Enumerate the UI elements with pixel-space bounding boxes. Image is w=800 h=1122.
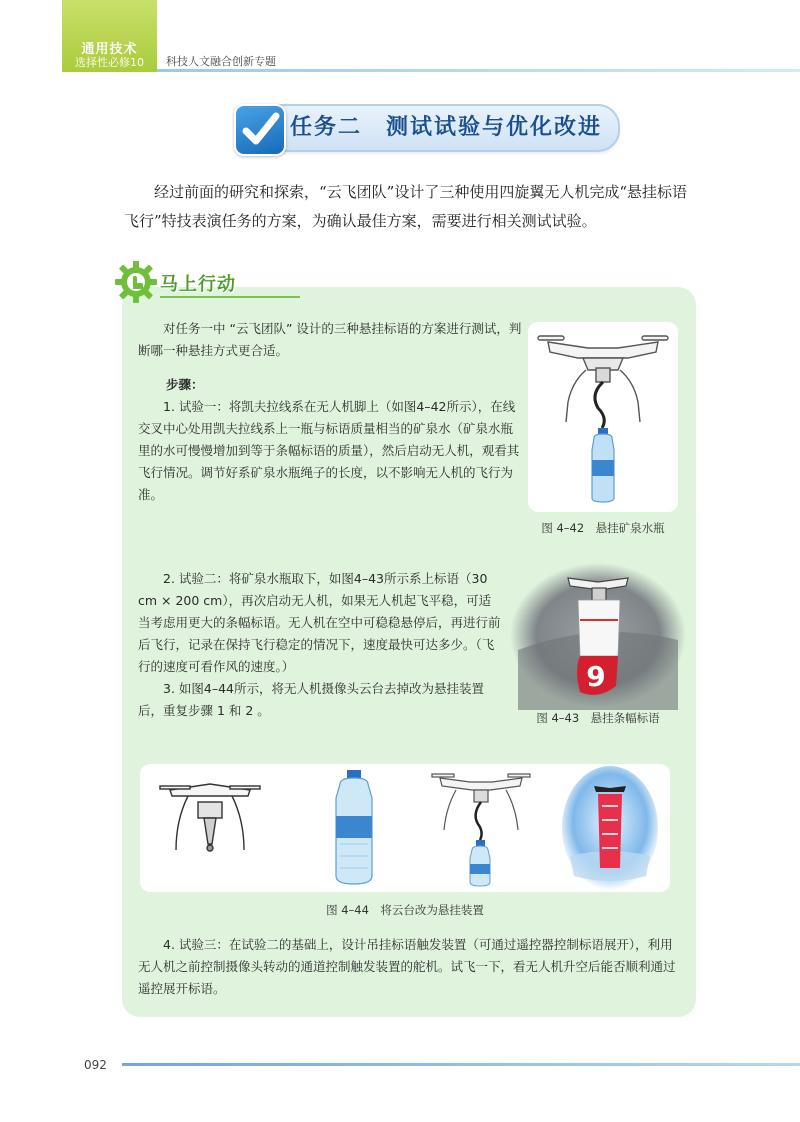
header-course: 选择性必修10 (75, 56, 144, 69)
drone-with-bottle-drawing (432, 774, 530, 886)
checkmark-icon (234, 104, 286, 156)
action-title-underline (160, 296, 300, 298)
header-divider (157, 69, 800, 72)
water-bottle-drawing (336, 770, 372, 884)
drone-with-banner-photo (562, 766, 658, 890)
intro-paragraph: 经过前面的研究和探索，“云飞团队”设计了三种使用四旋翼无人机完成“悬挂标语飞行”特技表演任务的方案，为确认最佳方案，需要进行相关测试试验。 (124, 183, 688, 230)
figure-4-42-caption: 图 4–42 悬挂矿泉水瓶 (541, 521, 665, 535)
drone-closeup-drawing (160, 784, 260, 851)
figure-4-42-drone-with-bottle (528, 322, 678, 512)
page-number: 092 (84, 1058, 107, 1072)
action-title: 马上行动 (160, 274, 236, 295)
header-subject: 通用技术 (81, 42, 138, 57)
header-topic: 科技人文融合创新专题 (166, 55, 276, 68)
step-2: 2. 试验二：将矿泉水瓶取下，如图4–43所示系上标语（30 cm × 200 cm），再次启动无人机，如果无人机起飞平稳，可适当考虑用更大的条幅标语。无人机在空中可稳稳悬停后，再进行前后飞行，记录在保持飞行稳定的情况下，速度最快可达多少。（飞行的速度可看作风的速度。） (138, 571, 501, 674)
action-intro: 对任务一中 “云飞团队” 设计的三种悬挂标语的方案进行测试，判断哪一种悬挂方式更合适。 (138, 321, 522, 358)
step-4: 4. 试验三：在试验二的基础上，设计吊挂标语触发装置（可通过遥控器控制标语展开），利用无人机之前控制摄像头转动的通道控制触发装置的舵机。试飞一下，看无人机升空后能否顺利通过遥控展开标语。 (138, 937, 676, 996)
gear-hand-icon (112, 258, 160, 306)
figure-4-44-gimbal-replaced (140, 764, 670, 892)
steps-label: 步骤： (166, 377, 204, 392)
banner-number: 9 (586, 660, 606, 693)
step-3: 3. 如图4–44所示，将无人机摄像头云台去掉改为悬挂装置后，重复步骤 1 和 2 。 (138, 681, 485, 718)
footer-divider (122, 1063, 800, 1066)
task-title: 任务二 测试试验与优化改进 (290, 115, 603, 140)
step-1: 1. 试验一：将凯夫拉线系在无人机脚上（如图4–42所示），在线交叉中心处用凯夫拉线系上一瓶与标语质量相当的矿泉水（矿泉水瓶里的水可慢慢增加到等于条幅标语的质量），然后启动无人机，观看其飞行情况。调节好系矿泉水瓶绳子的长度，以不影响无人机的飞行为准。 (138, 399, 520, 502)
figure-4-43-drone-with-banner (508, 560, 688, 710)
figure-4-43-caption: 图 4–43 悬挂条幅标语 (536, 711, 660, 725)
figure-4-44-caption: 图 4–44 将云台改为悬挂装置 (326, 903, 484, 917)
